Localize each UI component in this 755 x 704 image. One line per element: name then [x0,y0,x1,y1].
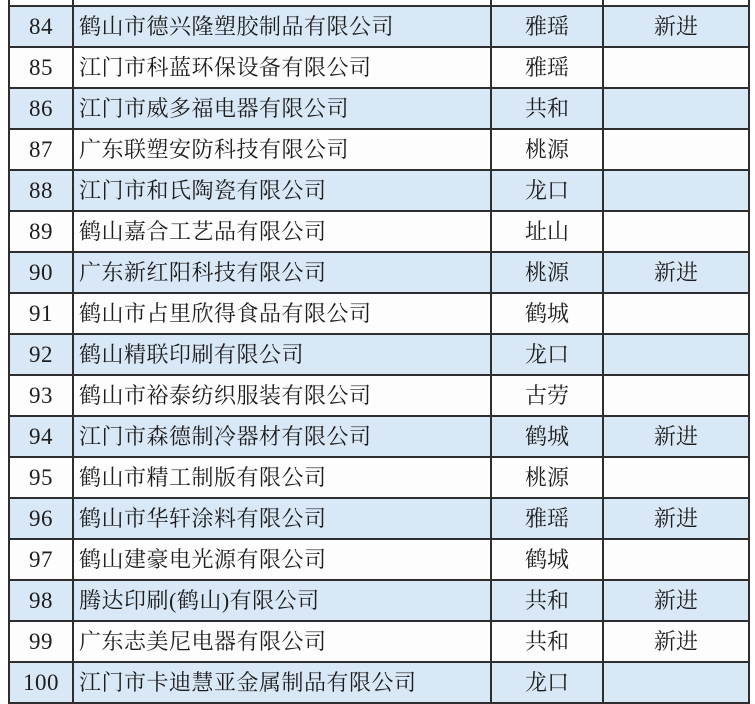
table-row [10,335,750,376]
company-ranking-table [8,0,750,704]
company-cell: 鹤山建豪电光源有限公司 [74,540,492,579]
status-cell [604,130,750,169]
town-cell: 鹤城 [492,417,604,456]
rank-cell: 84 [10,7,74,46]
table-row [10,622,750,663]
rank-cell: 95 [10,458,74,497]
company-cell: 广东新红阳科技有限公司 [74,253,492,292]
rank-cell: 92 [10,335,74,374]
table-row [10,7,750,48]
table-row [10,540,750,581]
town-cell: 龙口 [492,335,604,374]
company-cell: 鹤山市占里欣得食品有限公司 [74,294,492,333]
status-cell: 新进 [604,417,750,456]
town-cell: 桃源 [492,130,604,169]
status-cell: 新进 [604,499,750,538]
rank-cell: 88 [10,171,74,210]
rank-cell: 99 [10,622,74,661]
company-cell: 广东联塑安防科技有限公司 [74,130,492,169]
table-row [10,458,750,499]
rank-cell [10,0,74,5]
town-cell: 雅瑶 [492,48,604,87]
partial-row-top [10,0,750,7]
company-cell: 鹤山市精工制版有限公司 [74,458,492,497]
status-cell: 新进 [604,253,750,292]
status-cell [604,663,750,702]
rank-cell: 91 [10,294,74,333]
rank-cell: 97 [10,540,74,579]
status-cell [604,458,750,497]
table-row [10,581,750,622]
company-cell [74,0,492,5]
company-cell: 鹤山市华轩涂料有限公司 [74,499,492,538]
status-cell [604,294,750,333]
town-cell: 雅瑶 [492,7,604,46]
table-body [10,0,750,704]
rank-cell: 93 [10,376,74,415]
company-cell: 鹤山嘉合工艺品有限公司 [74,212,492,251]
table-row [10,663,750,704]
rank-cell: 100 [10,663,74,702]
status-cell [604,335,750,374]
town-cell: 共和 [492,89,604,128]
table-row [10,171,750,212]
company-cell: 江门市和氏陶瓷有限公司 [74,171,492,210]
table-row [10,499,750,540]
status-cell: 新进 [604,622,750,661]
status-cell [604,376,750,415]
table-row [10,376,750,417]
table-row [10,89,750,130]
company-cell: 江门市科蓝环保设备有限公司 [74,48,492,87]
table-row [10,294,750,335]
company-cell: 腾达印刷(鹤山)有限公司 [74,581,492,620]
town-cell: 址山 [492,212,604,251]
table-row [10,417,750,458]
status-cell: 新进 [604,581,750,620]
rank-cell: 90 [10,253,74,292]
status-cell [604,48,750,87]
company-cell: 江门市森德制冷器材有限公司 [74,417,492,456]
table-row [10,212,750,253]
town-cell: 鹤城 [492,540,604,579]
town-cell: 桃源 [492,253,604,292]
table-row [10,48,750,89]
rank-cell: 98 [10,581,74,620]
town-cell: 鹤城 [492,294,604,333]
rank-cell: 87 [10,130,74,169]
company-cell: 广东志美尼电器有限公司 [74,622,492,661]
company-cell: 鹤山精联印刷有限公司 [74,335,492,374]
company-cell: 江门市卡迪慧亚金属制品有限公司 [74,663,492,702]
status-cell [604,212,750,251]
company-cell: 江门市威多福电器有限公司 [74,89,492,128]
town-cell: 共和 [492,622,604,661]
town-cell: 龙口 [492,171,604,210]
company-cell: 鹤山市德兴隆塑胶制品有限公司 [74,7,492,46]
rank-cell: 85 [10,48,74,87]
town-cell: 古劳 [492,376,604,415]
town-cell: 桃源 [492,458,604,497]
rank-cell: 94 [10,417,74,456]
rank-cell: 86 [10,89,74,128]
status-cell: 新进 [604,7,750,46]
status-cell [604,89,750,128]
status-cell [604,540,750,579]
company-cell: 鹤山市裕泰纺织服装有限公司 [74,376,492,415]
town-cell: 龙口 [492,663,604,702]
town-cell [492,0,604,5]
status-cell [604,171,750,210]
table-row [10,130,750,171]
status-cell [604,0,750,5]
town-cell: 共和 [492,581,604,620]
town-cell: 雅瑶 [492,499,604,538]
table-row [10,253,750,294]
rank-cell: 96 [10,499,74,538]
rank-cell: 89 [10,212,74,251]
